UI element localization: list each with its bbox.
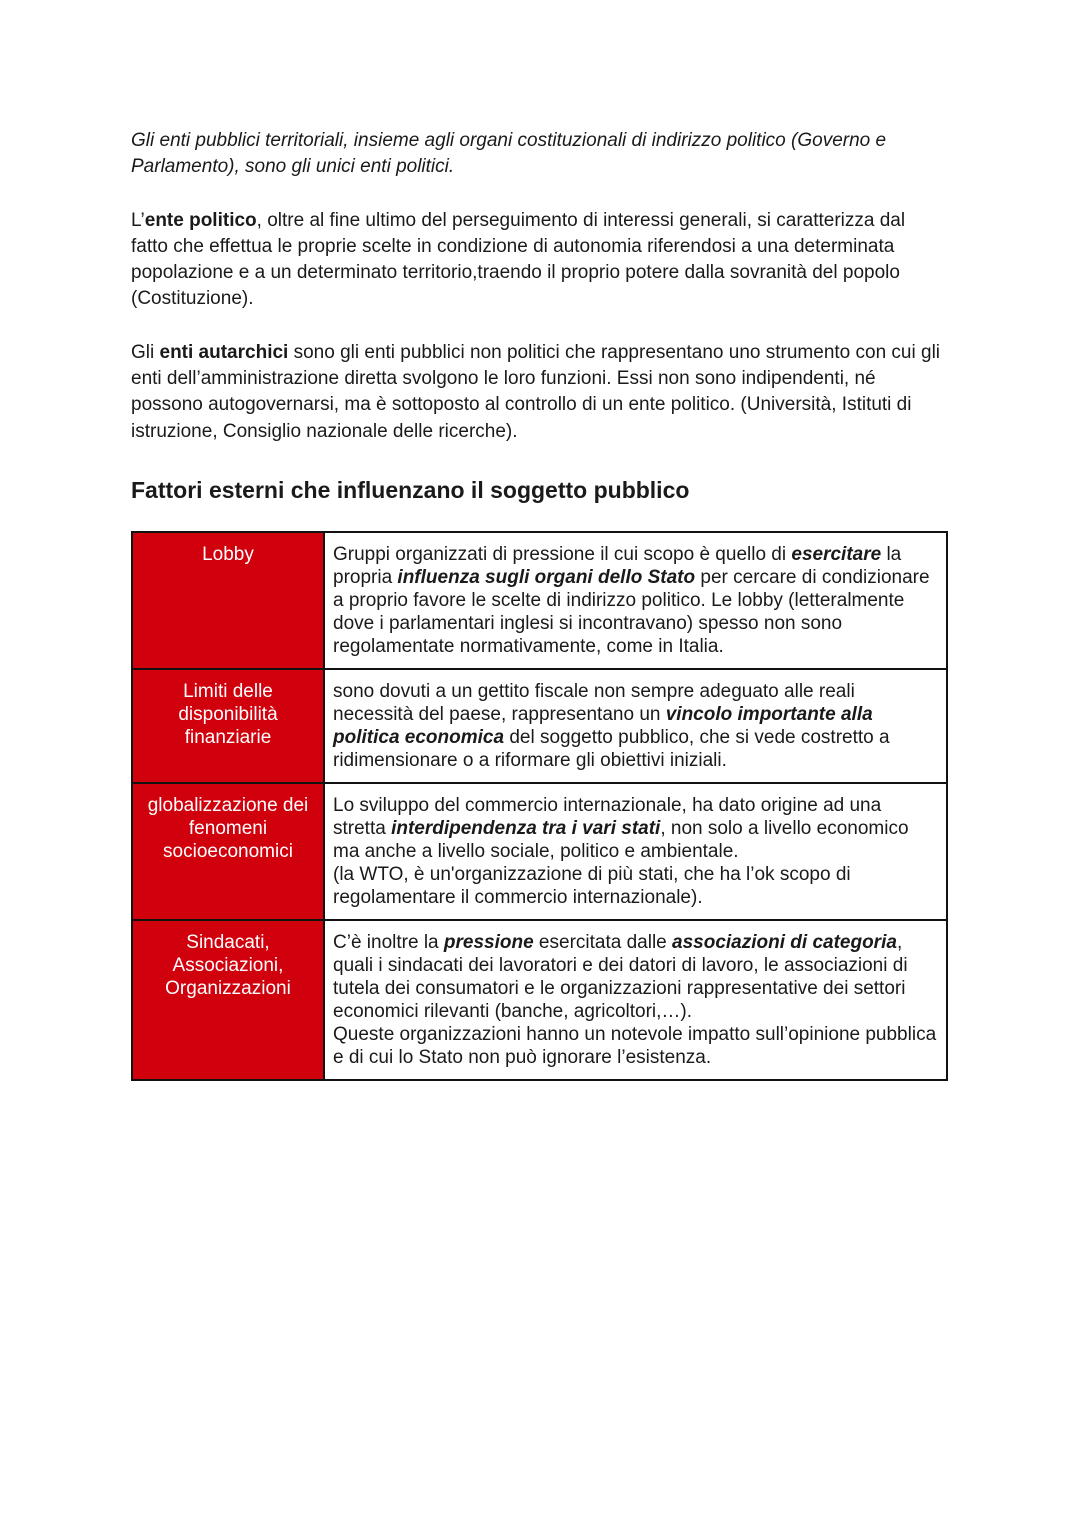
desc-text: C’è inoltre la xyxy=(333,931,444,953)
row-desc-globalization xyxy=(324,783,947,920)
document-page xyxy=(131,128,947,1081)
desc-text: (la WTO, è un'organizzazione di più stati, che ha l’ok scopo di regolamentare il commercio internazionale). xyxy=(333,863,851,908)
row-label-globalization: globalizzazione dei fenomeni socioeconomici xyxy=(132,783,324,920)
external-factors-table xyxy=(131,531,948,1081)
row-desc-lobby xyxy=(324,532,947,669)
p2-pre: L’ xyxy=(131,209,145,231)
desc-text: Lo sviluppo del commercio internazionale, ha dato origine ad una stretta xyxy=(333,794,882,839)
p2-post: , oltre al fine ultimo del perseguimento di interessi generali, si caratterizza dal fatto che effettua le proprie scelte in condizione di autonomia riferendosi a una determinata popolazione e a un determinato territorio,traendo il proprio potere dalla sovranità del popolo (Costituzione). xyxy=(131,209,906,310)
desc-text: del soggetto pubblico, che si vede costretto a ridimensionare o a riformare gli obiettivi iniziali. xyxy=(333,726,890,771)
row-label-unions: Sindacati, Associazioni, Organizzazioni xyxy=(132,920,324,1080)
row-label-lobby: Lobby xyxy=(132,532,324,669)
desc-text: Queste organizzazioni hanno un notevole impatto sull’opinione pubblica e di cui lo Stato non può ignorare l’esistenza. xyxy=(333,1023,937,1068)
row-desc-unions xyxy=(324,920,947,1080)
desc-emphasis: pressione xyxy=(443,931,534,953)
intro-paragraph-political-entities xyxy=(131,128,947,181)
desc-text: sono dovuti a un gettito fiscale non sempre adeguato alle reali necessità del paese, rappresentano un xyxy=(333,680,855,725)
paragraph-enti-autarchici xyxy=(131,340,947,445)
p3-post: sono gli enti pubblici non politici che rappresentano uno strumento con cui gli enti dell’amministrazione diretta svolgono le loro funzioni. Essi non sono indipendenti, né possono autogovernarsi, ma è sottoposto al controllo di un ente politico. (Università, Istituti di istruzione, Consiglio nazionale delle ricerche). xyxy=(131,341,941,442)
desc-emphasis: interdipendenza tra i vari stati xyxy=(391,817,661,839)
term-enti-autarchici: enti autarchici xyxy=(159,341,289,363)
table-row xyxy=(132,669,947,783)
desc-text: esercitata dalle xyxy=(533,931,673,953)
table-row xyxy=(132,532,947,669)
desc-emphasis: influenza sugli organi dello Stato xyxy=(397,566,696,588)
row-desc-financial-limits xyxy=(324,669,947,783)
p3-pre: Gli xyxy=(131,341,160,363)
desc-emphasis: associazioni di categoria xyxy=(672,931,897,953)
term-ente-politico: ente politico xyxy=(144,209,257,231)
table-row xyxy=(132,920,947,1080)
table-row xyxy=(132,783,947,920)
desc-text: , non solo a livello economico ma anche a livello sociale, politico e ambientale. xyxy=(333,817,909,862)
desc-text: per cercare di condizionare a proprio favore le scelte di indirizzo politico. Le lobby (letteralmente dove i parlamentari inglesi si incontravano) spesso non sono regolamentate normativamente, come in Italia. xyxy=(333,566,930,657)
desc-text: , quali i sindacati dei lavoratori e dei datori di lavoro, le associazioni di tutela dei consumatori e le organizzazioni rappresentative dei settori economici rilevanti (banche, agricoltori,…). xyxy=(333,931,908,1022)
desc-text: Gruppi organizzati di pressione il cui scopo è quello di xyxy=(333,543,792,565)
desc-emphasis: esercitare xyxy=(791,543,882,565)
desc-text: la propria xyxy=(333,543,902,588)
desc-emphasis: vincolo importante alla politica economica xyxy=(333,703,873,748)
intro-p1-text: Gli enti pubblici territoriali, insieme agli organi costituzionali di indirizzo politico (Governo e Parlamento), sono gli unici enti politici. xyxy=(131,130,887,178)
row-label-financial-limits: Limiti delle disponibilità finanziarie xyxy=(132,669,324,783)
section-heading: Fattori esterni che influenzano il soggetto pubblico xyxy=(131,476,690,503)
paragraph-ente-politico xyxy=(131,208,947,313)
